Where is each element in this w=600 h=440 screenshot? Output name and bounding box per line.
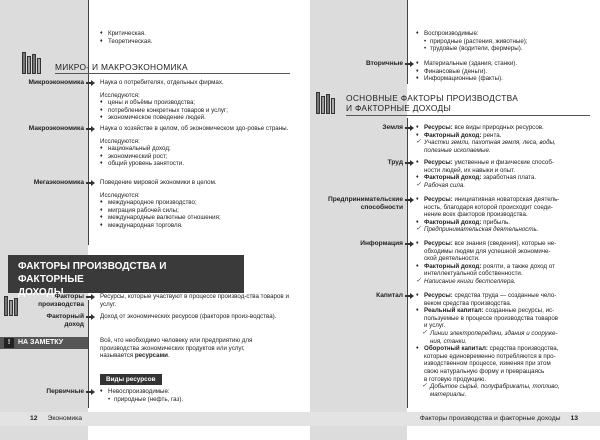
mega-definition: Поведение мировой экономики в целом. Исследуются: ♦ международное производство; ♦ миграция рабочей силы; ♦ международные валютные отношения; ♦ международная торговля. xyxy=(100,179,290,230)
arrow-icon xyxy=(405,293,414,299)
term-capital: Капитал xyxy=(376,292,403,299)
arrow-icon xyxy=(86,389,95,395)
resource-types-header: Виды ресурсов xyxy=(100,374,162,385)
note-label: НА ЗАМЕТКУ xyxy=(18,339,64,346)
labor-block: ♦ Ресурсы: умственные и физические способ- ности людей, их навыки и опыт. ♦ Факторный доход: заработная плата. ✓ Рабочая сила. xyxy=(416,159,594,189)
right-divider-upper xyxy=(407,0,408,84)
term-labor: Труд xyxy=(387,159,403,166)
section-title: ОСНОВНЫЕ ФАКТОРЫ ПРОИЗВОДСТВА И ФАКТОРНЫЕ ДОХОДЫ xyxy=(346,93,519,113)
term-mega: Мегаэкономика xyxy=(33,179,84,186)
reproducible-list: ♦ Воспроизводимые: • природные (растения, животные); • трудовые (водители, фермеры). xyxy=(416,30,596,53)
section-title: МИКРО- И МАКРОЭКОНОМИКА xyxy=(55,62,188,72)
list-item: ♦ Теоретическая. xyxy=(100,38,290,46)
macro-definition: Наука о хозяйстве в целом, об экономическом здо-ровье страны. Исследуются: ♦ национальный доход; ♦ экономический рост; ♦ общий уровень занятости. xyxy=(100,125,290,168)
left-divider-upper xyxy=(88,0,89,245)
section-rule xyxy=(346,115,590,116)
arrow-icon xyxy=(405,160,414,166)
right-page xyxy=(300,0,600,440)
right-footer xyxy=(300,412,600,426)
information-block: ♦ Ресурсы: все знания (сведения), которые не- обходимы людям для успешной экономиче- ской деятельности. ♦ Факторный доход: роялти, а также доход от интеллектуальной собственности. ✓ Написание книги бестселлера. xyxy=(416,240,594,286)
primary-resources: ♦ Невоспроизводимые: • природные (нефть, газ). xyxy=(100,388,290,403)
arrow-icon xyxy=(86,180,95,186)
term-factor-income: Факторный доход xyxy=(46,313,84,328)
left-footer xyxy=(0,412,300,426)
term-macro: Макроэкономика xyxy=(28,125,84,132)
list-item: ♦ Критическая. xyxy=(100,30,290,38)
books-icon xyxy=(316,92,335,114)
arrow-icon xyxy=(405,241,414,247)
arrow-icon xyxy=(405,197,414,203)
running-title: Факторы производства и факторные доходы xyxy=(419,415,561,422)
top-list xyxy=(100,30,290,45)
factors-definition: Ресурсы, которые участвуют в процессе производ-ства товаров и услуг. xyxy=(100,293,289,308)
land-block: ♦ Ресурсы: все виды природных ресурсов. ♦ Факторный доход: рента. ✓ Участки земли, пахотная земля, леса, воды, полезные ископаемые. xyxy=(416,124,594,154)
section-rule xyxy=(55,73,290,74)
chapter-banner: ФАКТОРЫ ПРОИЗВОДСТВА И ФАКТОРНЫЕ ДОХОДЫ xyxy=(8,255,244,293)
secondary-list: ♦ Материальные (здания, станки). ♦ Финансовые (деньги). ♦ Информационные (факты). xyxy=(416,60,596,83)
arrow-icon xyxy=(405,61,414,67)
term-entrepreneurship: Предпринимательские способности xyxy=(327,196,403,211)
arrow-icon xyxy=(86,294,95,300)
factor-income-definition: Доход от экономических ресурсов (факторов произ-водства). xyxy=(100,313,277,320)
micro-definition: Наука о потребителях, отдельных фирмах. Исследуются: ♦ цены и объёмы производства; ♦ потребление конкретных товаров и услуг; ♦ экономическое поведение людей. xyxy=(100,79,290,122)
entrepreneurship-block: ♦ Ресурсы: инициативная новаторская деятель- ность, благодаря которой происходит соеди- нение всех факторов производства. ♦ Факторный доход: прибыль. ✓ Предпринимательская деятельность. xyxy=(416,196,594,234)
term-micro: Микроэкономика xyxy=(28,79,84,86)
arrow-icon xyxy=(86,314,95,320)
arrow-icon xyxy=(86,126,95,132)
books-icon xyxy=(22,52,41,74)
term-secondary: Вторичные xyxy=(365,60,403,67)
term-information: Информация xyxy=(360,240,403,247)
note-text: Всё, что необходимо человеку или предприятию для производства экономических продуктов или услуг, называется ресурсами. xyxy=(100,337,253,360)
term-factors: Факторы производства xyxy=(38,293,84,308)
arrow-icon xyxy=(86,80,95,86)
term-primary: Первичные xyxy=(46,388,84,395)
arrow-icon xyxy=(405,125,414,131)
running-title: Экономика xyxy=(47,415,83,422)
page-number: 12 xyxy=(30,415,38,422)
page-number: 13 xyxy=(570,415,578,422)
capital-block: ♦ Ресурсы: средства труда — созданные чело- веком средства производства. ♦ Реальный капитал: созданные ресурсы, ис- пользуемые в процессе производства товаров и услуг. ✓ Линии электропередачи, здания и сооруже- ния, станки. ♦ Оборотный капитал: средства производства, которые единовременно потребляются в про- изводственном процессе, изменяя при этом свою натуральную форму и превращаясь в готовую продукцию. ✓ Добытое сырьё, полуфабрикаты, топливо, материалы. xyxy=(416,292,594,398)
term-land: Земля xyxy=(382,124,403,131)
exclamation-icon: ! xyxy=(4,338,14,348)
